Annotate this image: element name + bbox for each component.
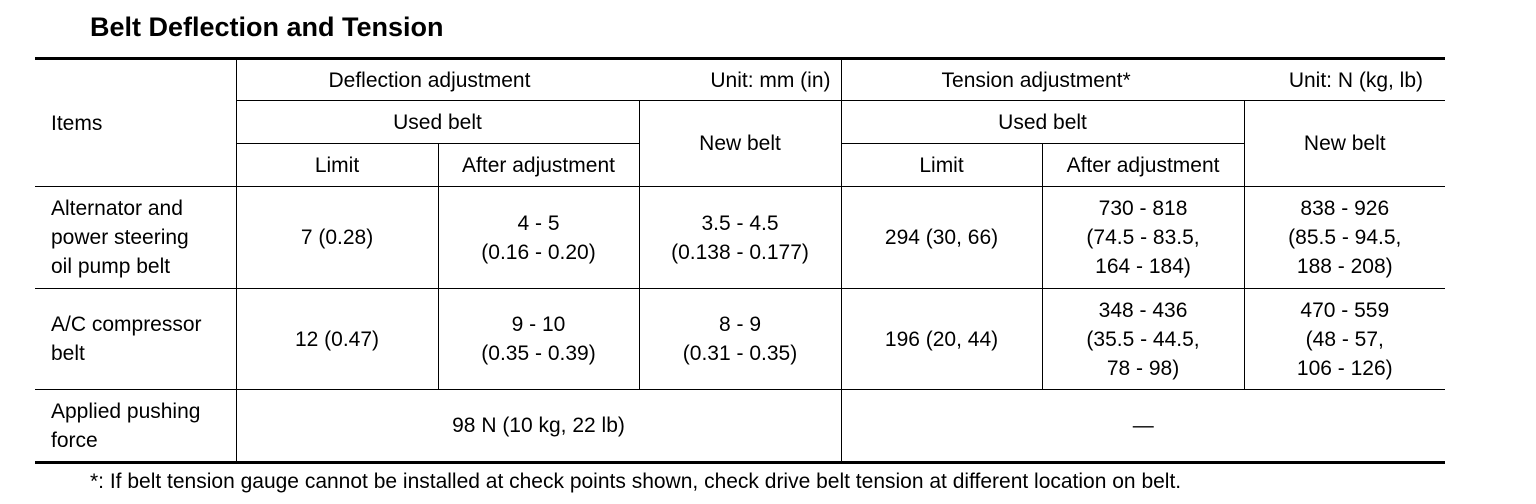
table-row <box>35 289 1445 390</box>
deflection-after-header: After adjustment <box>438 144 639 187</box>
deflection-header <box>236 59 841 101</box>
table-row <box>35 187 1445 289</box>
deflection-new-belt-header: New belt <box>639 101 841 187</box>
belt-spec-table <box>35 57 1445 464</box>
tension-unit: Unit: N (kg, lb) <box>1288 68 1424 92</box>
tension-new-belt-header: New belt <box>1244 101 1445 187</box>
header-row-1 <box>35 59 1445 101</box>
footnote: *: If belt tension gauge cannot be installed at check points shown, check drive belt tension at different location on belt. <box>90 470 1182 493</box>
deflection-used-belt-header: Used belt <box>236 101 639 144</box>
deflection-limit-value: 12 (0.47) <box>236 289 438 390</box>
tension-after-header: After adjustment <box>1042 144 1244 187</box>
deflection-new-value: 3.5 - 4.5 (0.138 - 0.177) <box>639 187 841 289</box>
tension-after-value: 348 - 436 (35.5 - 44.5, 78 - 98) <box>1042 289 1244 390</box>
tension-limit-value: 294 (30, 66) <box>841 187 1042 289</box>
tension-used-belt-header: Used belt <box>841 101 1244 144</box>
deflection-unit: Unit: mm (in) <box>710 68 831 92</box>
row-item-label: Applied pushing force <box>35 390 236 463</box>
deflection-after-value: 4 - 5 (0.16 - 0.20) <box>438 187 639 289</box>
header-row-2 <box>35 101 1445 144</box>
tension-header <box>841 59 1445 101</box>
page-title: Belt Deflection and Tension <box>90 12 444 42</box>
tension-limit-header: Limit <box>841 144 1042 187</box>
tension-label: Tension adjustment* <box>941 68 1131 92</box>
deflection-limit-value: 7 (0.28) <box>236 187 438 289</box>
tension-after-value: 730 - 818 (74.5 - 83.5, 164 - 184) <box>1042 187 1244 289</box>
row-item-label: Alternator and power steering oil pump belt <box>35 187 236 289</box>
table-row <box>35 390 1445 463</box>
tension-new-value: 838 - 926 (85.5 - 94.5, 188 - 208) <box>1244 187 1445 289</box>
tension-limit-value: 196 (20, 44) <box>841 289 1042 390</box>
pushing-force-deflection-value: 98 N (10 kg, 22 lb) <box>236 390 841 463</box>
deflection-limit-header: Limit <box>236 144 438 187</box>
deflection-new-value: 8 - 9 (0.31 - 0.35) <box>639 289 841 390</box>
row-item-label: A/C compressor belt <box>35 289 236 390</box>
tension-new-value: 470 - 559 (48 - 57, 106 - 126) <box>1244 289 1445 390</box>
deflection-label: Deflection adjustment <box>328 68 531 92</box>
items-header: Items <box>35 59 236 187</box>
deflection-after-value: 9 - 10 (0.35 - 0.39) <box>438 289 639 390</box>
pushing-force-tension-value: — <box>841 390 1445 463</box>
